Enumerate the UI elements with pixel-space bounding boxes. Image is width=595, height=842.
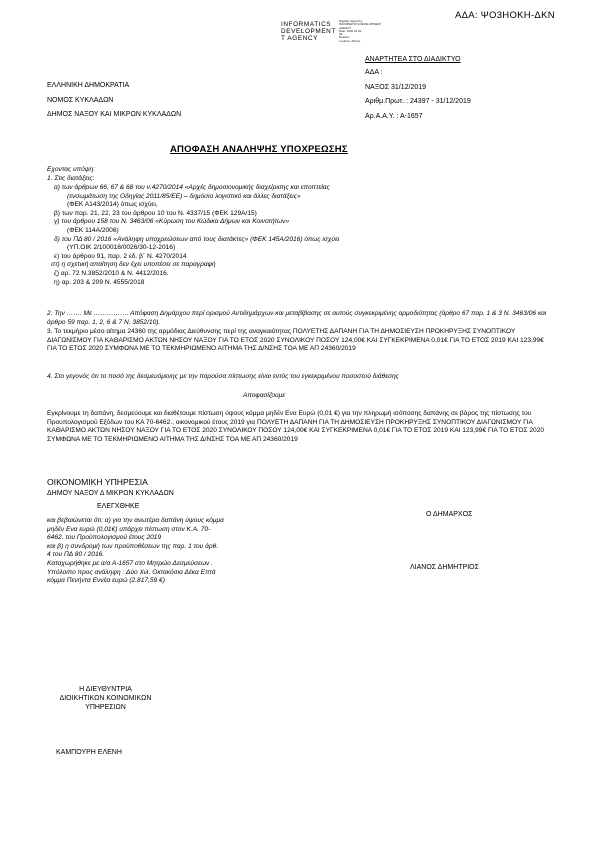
provision-item: ε) του άρθρου 91, παρ. 2 εδ. β΄ Ν. 4270/2014 [54, 252, 187, 260]
signature-line: Reason: [339, 35, 350, 40]
meta-place-date: ΝΑΞΟΣ 31/12/2019 [365, 83, 427, 91]
certify-line: και β) η συνδρομή των προϋποθέσεων της παρ. 1 του άρθ. [47, 542, 219, 550]
certify-line: κόμμα Πενήντα Εννέα ευρώ (2.817,59 €) [47, 577, 165, 585]
ada-code: ΑΔΑ: ΨΟ3ΗΟΚΗ-ΔΚΝ [455, 10, 555, 21]
provision-item: (ΦΕΚ 114Α/2006) [67, 226, 119, 234]
issuer-prefecture: ΝΟΜΟΣ ΚΥΚΛΑΔΩΝ [47, 96, 114, 104]
mayor-title: Ο ΔΗΜΑΡΧΟΣ [426, 511, 473, 518]
director-name: ΚΑΜΠΟΥΡΗ ΕΛΕΝΗ [56, 749, 122, 756]
signature-line: INFORMATICS DEVELOPMENT [339, 22, 382, 27]
provision-item: (ενσωμάτωση της Οδηγίας 2011/85/ΕΕ) – δημόσιο λογιστικό και άλλες διατάξεις» [67, 192, 301, 200]
finance-certification [47, 517, 224, 586]
provision-item: γ) του άρθρου 158 του Ν. 3463/06 «Κύρωση του Κώδικα Δήμων και Κοινοτήτων» [54, 218, 290, 226]
item-3: 3. Το τεκμήριο μέσο αίτημα 24360 της αρμόδιας Διεύθυνσης περί της αναγκαιότητας ΠΟΛΥΕΤΗΣ ΔΑΠΑΝΗ ΓΙΑ ΤΗ ΔΗΜΟΣΙΕΥΣΗ ΠΡΟΚΗΡΥΞΗΣ ΣΥΝΟΠΤΙΚΟΥ ΔΙΑΓΩΝΙΣΜΟΥ ΓΙΑ ΚΑΘΑΡΙΣΜΟ ΑΚΤΩΝ ΝΗΣΟΥ ΝΑΞΟΥ ΓΙΑ ΤΟ ΕΤΟΣ 2020 ΣΥΝΟΛΙΚΟΥ ΠΟΣΟΥ 124,00€ ΚΑΙ ΣΥΓΚΕΚΡΙΜΕΝΑ 0,01€ ΓΙΑ ΤΟ ΕΤΟΣ 2019 ΚΑΙ 123,99€ ΓΙΑ ΤΟ ΕΤΟΣ 2020 ΣΥΜΦΩΝΑ ΜΕ ΤΟ ΤΕΚΜΗΡΙΩΜΕΝΟ ΑΙΤΗΜΑ ΤΗΣ Δ/ΝΣΗΣ ΤΟΑ ΜΕ ΑΠ 24360/2019 [47, 328, 544, 353]
intro-provisions: 1. Στις διατάξεις: [47, 174, 95, 182]
provisions-list [47, 184, 339, 287]
intro [47, 166, 95, 183]
finance-checked: ΕΛΕΓΧΘΗΚΕ [97, 503, 140, 510]
director-services: ΥΠΗΡΕΣΙΩΝ [85, 704, 126, 711]
director-dept: ΔΙΟΙΚΗΤΙΚΩΝ ΚΟΙΝΟΜΙΚΩΝ [59, 695, 152, 702]
finance-service: ΟΙΚΟΝΟΜΙΚΗ ΥΠΗΡΕΣΙΑ [47, 477, 148, 487]
signature-logo [281, 21, 336, 43]
meta-ada: ΑΔΑ : [365, 69, 383, 76]
finance-municipality: ΔΗΜΟΥ ΝΑΞΟΥ Δ ΜΙΚΡΩΝ ΚΥΚΛΑΔΩΝ [47, 490, 174, 497]
provision-item: (ΥΠ.ΟΙΚ 2/100018/0026/30-12-2016) [67, 244, 176, 252]
issuer-municipality: ΔΗΜΟΣ ΝΑΞΟΥ ΚΑΙ ΜΙΚΡΩΝ ΚΥΚΛΑΔΩΝ [47, 111, 182, 118]
certify-line: μηδέν Ενα ευρώ (0,01€) υπάρχει πίστωση στον Κ.Α. 70- [47, 525, 211, 533]
decision-paragraph: Εγκρίνουμε τη δαπάνη, δεσμεύουμε και διαθέτουμε πίστωση ύψους κόμμα μηδέν Ενα Ευρώ (0,01 €) για την πληρωμή ισόποσης δαπάνης σε βάρος της πίστωσης του Προυπολογισμού Εξόδων του ΚΑ 70-6462., οικονομικού έτους 2019 για ΠΟΛΥΕΤΗ ΔΑΠΑΝΗ ΓΙΑ ΤΗ ΔΗΜΟΣΙΕΥΣΗ ΠΡΟΚΗΡΥΞΗΣ ΣΥΝΟΠΤΙΚΟΥ ΔΙΑΓΩΝΙΣΜΟΥ ΓΙΑ ΚΑΘΑΡΙΣΜΟ ΑΚΤΩΝ ΝΗΣΟΥ ΝΑΞΟΥ ΓΙΑ ΤΟ ΕΤΟΣ 2020 ΣΥΝΟΛΙΚΟΥ ΠΟΣΟΥ 124,00€ ΚΑΙ ΣΥΓΚΕΚΡΙΜΕΝΑ 0,01€ ΓΙΑ ΤΟ ΕΤΟΣ 2019 ΚΑΙ 123,99€ ΓΙΑ ΤΟ ΕΤΟΣ 2020 ΣΥΜΦΩΝΑ ΜΕ ΤΟ ΤΕΚΜΗΡΙΩΜΕΝΟ ΑΙΤΗΜΑ ΤΗΣ Δ/ΝΣΗΣ ΤΟΑ ΜΕ ΑΠ 24360/2019 [47, 410, 545, 443]
provision-item: δ) του ΠΔ 80 / 2016 «Ανάληψη υποχρεώσεων από τους διατάκτες» (ΦΕΚ 145Α/2016) όπως ισχύει [54, 235, 340, 243]
item-4: 4. Στο γεγονός ότι το ποσό της δεσμευόμενης με την παρούσα πίστωσης είναι εντός του εγκεκριμένου ποσοστού διάθεσης [47, 373, 399, 380]
logo-word: INFORMATICS [281, 21, 332, 28]
signature-line: Location: Athens [339, 38, 361, 43]
certify-line: Καταχωρήθηκε με α/α Α-1657 στο Μητρώο Δεσμεύσεων . [47, 559, 213, 567]
item-2: 2. Την ……. Με ……………. Απόφαση Δημάρχου περί ορισμού Αντιδημάρχων και μεταβίβασης σε αυτούς συγκεκριμένης αρμοδιότητας (άρθρο 67 παρ. 1 & 3 Ν. 3463/06 και άρθρο 59 παρ. 1, 2, 6 & 7 Ν. 3852/10). [47, 310, 547, 326]
meta-aay: Αρ.Α.Α.Υ. : Α-1657 [365, 112, 423, 120]
intro-considering: Εχοντας υπόψη: [47, 166, 96, 173]
issuer-block [47, 81, 181, 119]
certify-line: 6462. του Προϋπολογισμού έτους 2019 [47, 534, 162, 542]
provision-item: (ΦΕΚ Α143/2014) όπως ισχύει, [67, 201, 158, 209]
page-title: ΑΠΟΦΑΣΗ ΑΝΑΛΗΨΗΣ ΥΠΟΧΡΕΩΣΗΣ [170, 144, 348, 155]
meta-protocol: Αριθμ.Πρωτ. : 24397 - 31/12/2019 [365, 98, 471, 105]
provision-item: α) των άρθρων 66, 67 & 68 του ν.4270/2014 «Αρχές δημοσιονομικής διαχείρισης και εποπτείας [54, 184, 330, 191]
signature-line: 09: [339, 32, 344, 37]
provision-item: στ) η σχετική απαίτηση δεν έχει υποπέσει σε παραγραφή [51, 261, 216, 269]
certify-line: 4 του ΠΔ 80 / 2016. [47, 551, 105, 559]
issuer-country: ΕΛΛΗΝΙΚΗ ΔΗΜΟΚΡΑΤΙΑ [47, 82, 130, 89]
mayor-name: ΛΙΑΝΟΣ ΔΗΜΗΤΡΙΟΣ [410, 564, 479, 571]
provision-item: ζ) αρ. 72 Ν.3852/2010 & Ν. 4412/2016. [54, 269, 169, 277]
signature-line: AGENCY [339, 25, 352, 30]
signature-line: Digitally signed by [339, 19, 363, 23]
decide-heading: Αποφασίζουμε [243, 392, 286, 399]
provision-item: η) αρ. 203 & 209 Ν. 4555/2018 [54, 278, 145, 286]
director-block [48, 685, 163, 712]
certify-line: Υπόλοιπο προς ανάληψη : Δύο Χιλ. Οκτακόσια Δέκα Επτά [47, 568, 216, 576]
director-title: Η ΔΙΕΥΘΥΝΤΡΙΑ [79, 686, 132, 693]
logo-word: T AGENCY [281, 35, 318, 43]
signature-details [339, 20, 381, 43]
signature-line: Date: 2020.01.02 [339, 28, 362, 33]
provision-item: β) των παρ. 21, 22, 23 του άρθρου 10 του Ν. 4337/15 (ΦΕΚ 129Α/15) [54, 209, 257, 217]
logo-word: DEVELOPMENT [281, 28, 336, 36]
posted-online-label: ΑΝΑΡΤΗΤΕΑ ΣΤΟ ΔΙΑΔΙΚΤΥΟ [365, 56, 461, 63]
meta-block [365, 68, 471, 121]
certify-line: και βεβαιώνεται ότι: α) για την ανωτέρα δαπάνη ύψους κόμμα [47, 517, 224, 524]
